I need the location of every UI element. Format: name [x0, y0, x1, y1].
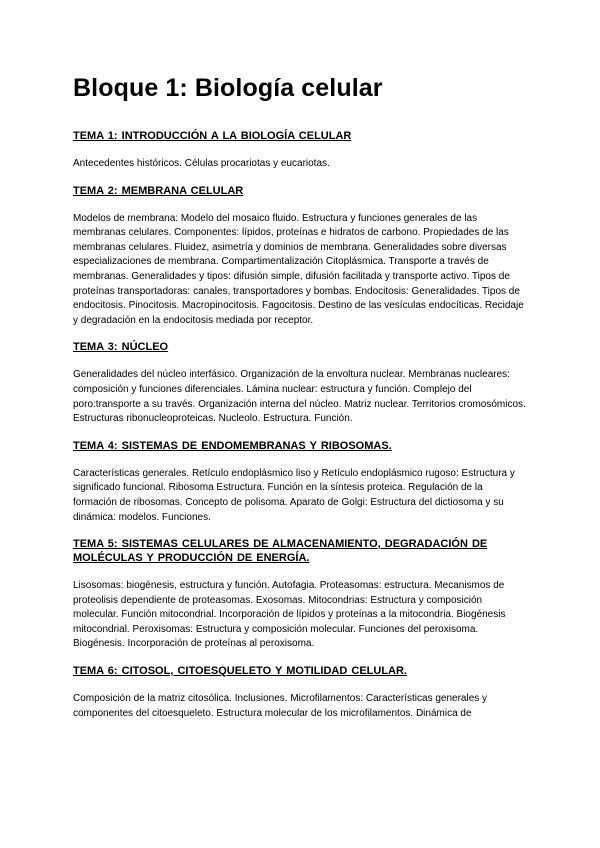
section-heading: TEMA 5: SISTEMAS CELULARES DE ALMACENAMIENTO, DEGRADACIÓN DE MOLÉCULAS Y PRODUCCIÓN DE ENERGÍA. [73, 538, 488, 565]
section-tema-6 [73, 664, 528, 721]
section-heading: TEMA 4: SISTEMAS DE ENDOMEMBRANAS Y RIBOSOMAS. [73, 439, 392, 452]
section-tema-4 [73, 439, 528, 525]
section-tema-3 [73, 340, 528, 426]
document-title: Bloque 1: Biología celular [73, 74, 383, 102]
section-heading: TEMA 1: INTRODUCCIÓN A LA BIOLOGÍA CELULAR [73, 130, 352, 142]
document-page [73, 72, 528, 733]
section-body: Modelos de membrana: Modelo del mosaico fluido. Estructura y funciones generales de las membranas celulares. Componentes: lípidos, proteínas e hidratos de carbono. Propiedades de las membranas celulares. Fluidez, asimetría y dominios de membrana. Generalidades sobre diversas especializaciones de membrana. Compartimentalización Citoplásmica. Transporte a través de membranas. Generalidades y tipos: difusión simple, difusión facilitada y transporte activo. Tipos de proteínas transportadoras: canales, transportadores y bombas. Endocitosis: Generalidades. Tipos de endocitosis. Pinocitosis. Macropinocitosis. Fagocitosis. Destino de las vesículas endocíticas. Recidaje y degradación en la endocitosis mediada por receptor. [73, 212, 524, 326]
section-body: Composición de la matriz citosólica. Inclusiones. Microfilamentos: Características generales y componentes del citoesqueleto. Estructura molecular de los microfilamentos. Dinámica de [73, 693, 488, 719]
section-heading: TEMA 6: CITOSOL, CITOESQUELETO Y MOTILIDAD CELULAR. [73, 665, 407, 678]
section-body: Lisosomas: biogénesis, estructura y función. Autofagia. Proteasomas: estructura. Mecanismos de proteolisis dependiente de proteasomas. Exosomas. Mitocondrias: Estructura y composición molecular. Función mitocondrial. Incorporación de lípidos y proteínas a la mitocondria. Biogénesis mitocondrial. Peroxisomas: Estructura y composición molecular. Funciones del peroxisoma. Biogénesis. Incorporación de proteínas al peroxisoma. [73, 580, 506, 650]
section-body: Antecedentes históricos. Células procariotas y eucariotas. [73, 158, 330, 169]
section-tema-1 [73, 129, 528, 172]
section-tema-5 [73, 537, 528, 652]
section-body: Características generales. Retículo endoplásmico liso y Retículo endoplásmico rugoso: Estructura y significado funcional. Ribosoma Estructura. Función en la síntesis proteica. Regulación de la formación de ribosomas. Concepto de polisoma. Aparato de Golgi: Estructura del dictiosoma y su dinámica: modelos. Funciones. [73, 467, 515, 523]
section-body: Generalidades del núcleo interfásico. Organización de la envoltura nuclear. Membranas nucleares: composición y funciones diferenciales. Lámina nuclear: estructura y función. Complejo del poro:transporte a su través. Organización interna del núcleo. Matriz nuclear. Territorios cromosómicos. Estructuras ribonucleoproteicas. Nucleolo. Estructura. Función. [73, 369, 526, 425]
section-heading: TEMA 3: NÚCLEO [73, 341, 169, 354]
section-tema-2 [73, 184, 528, 329]
section-heading: TEMA 2: MEMBRANA CELULAR [73, 184, 244, 197]
